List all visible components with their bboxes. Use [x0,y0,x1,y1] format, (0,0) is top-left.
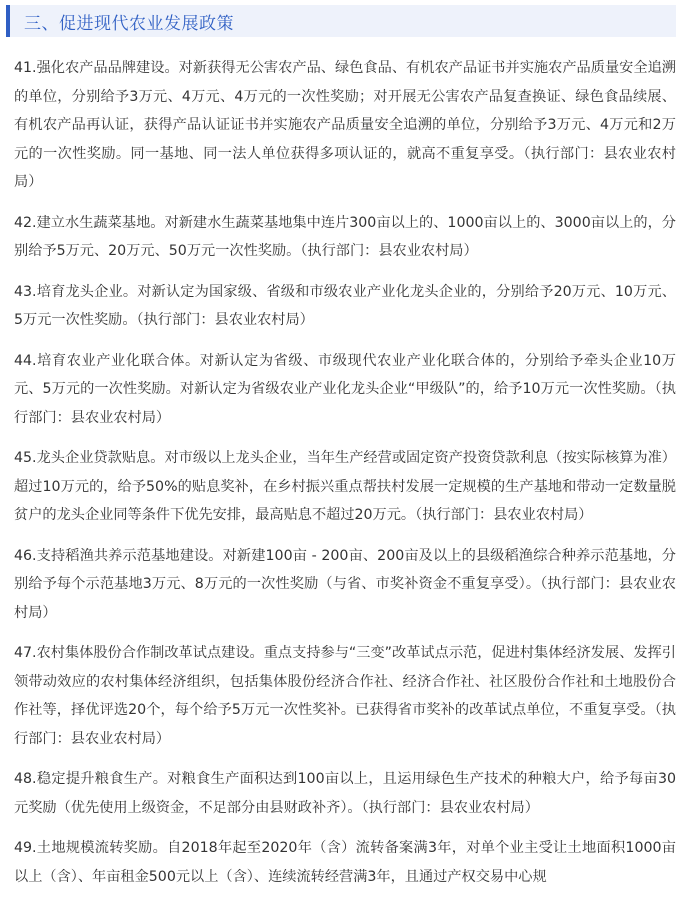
policy-item-49: 49.土地规模流转奖励。自2018年起至2020年（含）流转备案满3年，对单个业主受让土地面积1000亩以上（含）、年亩租金500元以上（含）、连续流转经营满3年，且通过产权交易中心规 [14,840,676,885]
policy-item-46: 46.支持稻渔共养示范基地建设。对新建100亩 - 200亩、200亩及以上的县级稻渔综合种养示范基地，分别给予每个示范基地3万元、8万元的一次性奖励（与省、市奖补资金不重复享受）。（执行部门：县农业农村局） [14,547,676,621]
section-title: 三、促进现代农业发展政策 [24,13,234,34]
policy-item-44: 44.培育农业产业化联合体。对新认定为省级、市级现代农业产业化联合体的，分别给予牵头企业10万元、5万元的一次性奖励。对新认定为省级农业产业化龙头企业“甲级队”的，给予10万元一次性奖励。（执行部门：县农业农村局） [14,352,676,426]
policy-item-42: 42.建立水生蔬菜基地。对新建水生蔬菜基地集中连片300亩以上的、1000亩以上的、3000亩以上的，分别给予5万元、20万元、50万元一次性奖励。（执行部门：县农业农村局） [14,214,676,259]
policy-item-43: 43.培育龙头企业。对新认定为国家级、省级和市级农业产业化龙头企业的，分别给予20万元、10万元、5万元一次性奖励。（执行部门：县农业农村局） [14,283,676,328]
policy-list [14,54,676,903]
policy-item-45: 45.龙头企业贷款贴息。对市级以上龙头企业，当年生产经营或固定资产投资贷款利息（按实际核算为准）超过10万元的，给予50%的贴息奖补，在乡村振兴重点帮扶村发展一定规模的生产基地和带动一定数量脱贫户的龙头企业同等条件下优先安排，最高贴息不超过20万元。（执行部门：县农业农村局） [14,450,676,523]
policy-item-47: 47.农村集体股份合作制改革试点建设。重点支持参与“三变”改革试点示范，促进村集体经济发展、发挥引领带动效应的农村集体经济组织，包括集体股份经济合作社、经济合作社、社区股份合作社和土地股份合作社等，择优评选20个，每个给予5万元一次性奖补。已获得省市奖补的改革试点单位，不重复享受。（执行部门：县农业农村局） [14,645,676,747]
section-header [6,5,676,37]
policy-item-41: 41.强化农产品品牌建设。对新获得无公害农产品、绿色食品、有机农产品证书并实施农产品质量安全追溯的单位，分别给予3万元、4万元、4万元的一次性奖励；对开展无公害农产品复查换证、绿色食品续展、有机农产品再认证，获得产品认证证书并实施农产品质量安全追溯的单位，分别给予3万元、4万元和2万元的一次性奖励。同一基地、同一法人单位获得多项认证的，就高不重复享受。（执行部门：县农业农村局） [14,60,676,190]
policy-item-48: 48.稳定提升粮食生产。对粮食生产面积达到100亩以上，且运用绿色生产技术的种粮大户，给予每亩30元奖励（优先使用上级资金，不足部分由县财政补齐）。（执行部门：县农业农村局） [14,771,676,816]
